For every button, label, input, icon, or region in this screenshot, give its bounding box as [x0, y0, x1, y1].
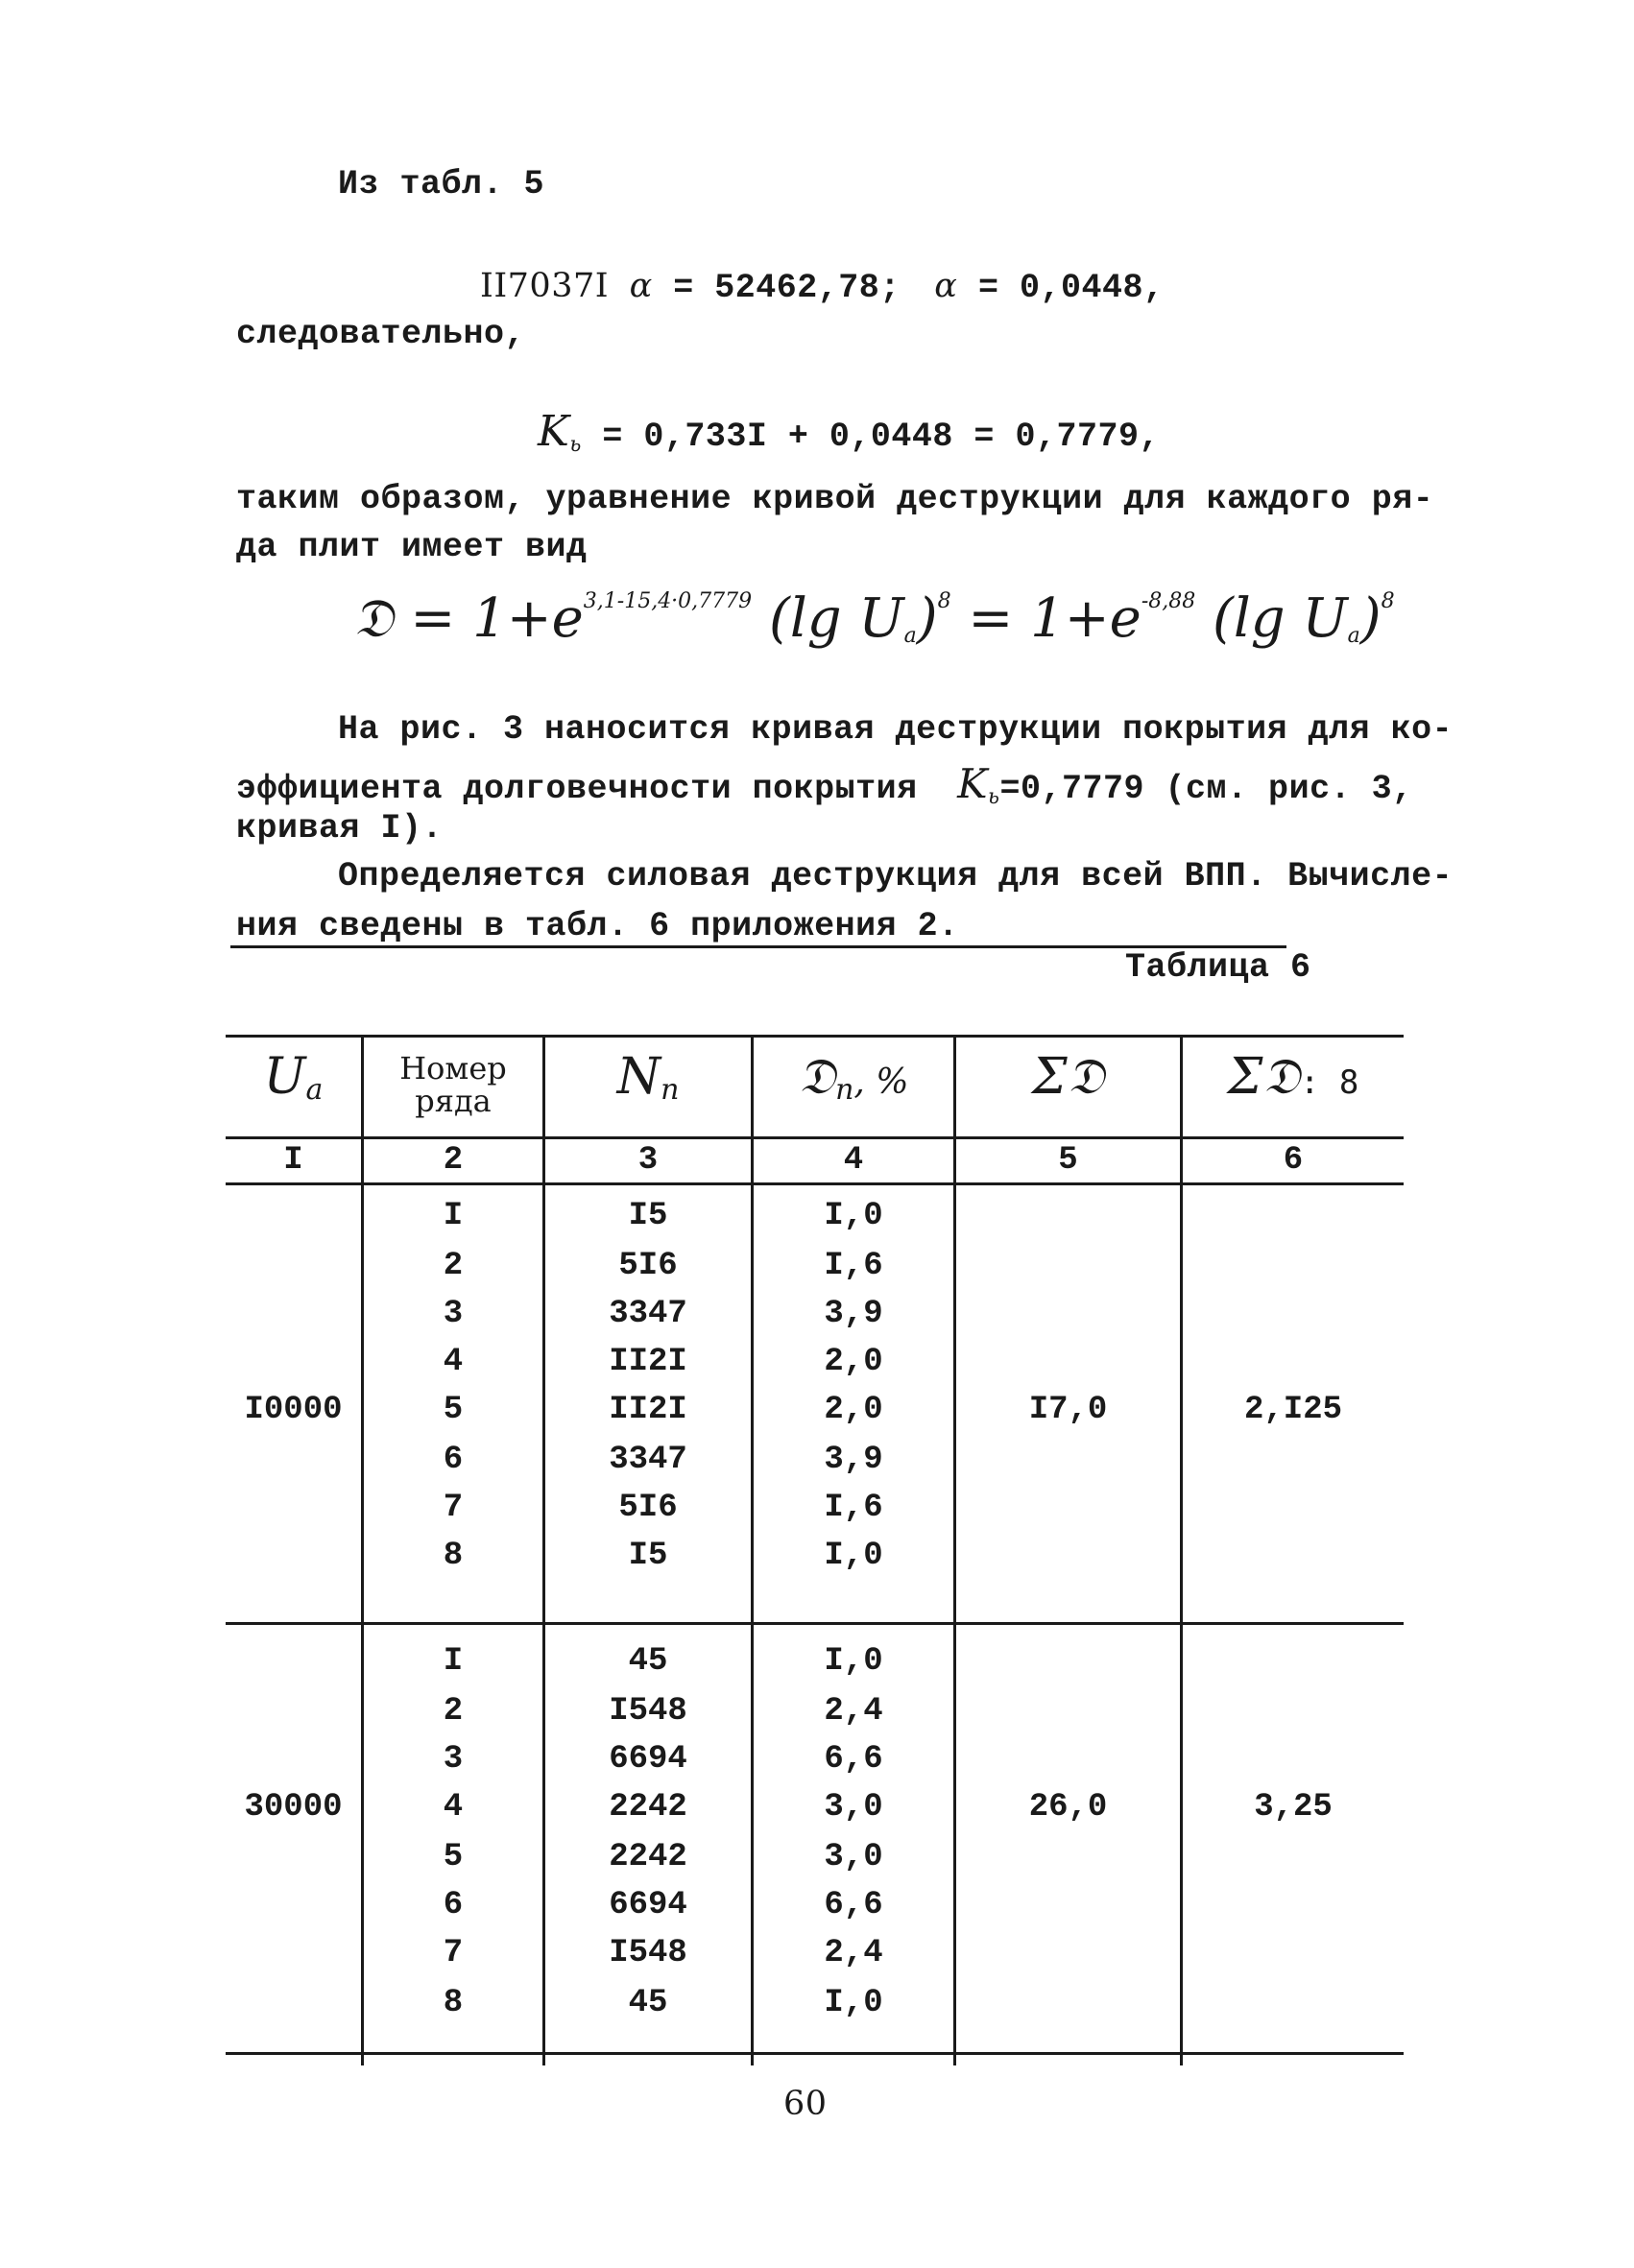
table-row-g1-5-nn: II2I [609, 1392, 687, 1428]
table-bottom-rule [226, 2052, 1404, 2055]
header-nn-main: N [616, 1048, 661, 1106]
formula-exponent-1: 3,1-15,4·0,7779 [583, 589, 753, 613]
text-from-table: Из табл. 5 [338, 165, 545, 203]
table-row-g2-2-nn: I548 [609, 1693, 687, 1730]
table-row-g1-6-nn: 3347 [609, 1442, 687, 1478]
alpha-symbol-2: α [934, 267, 958, 305]
table-top-rule [226, 1035, 1404, 1038]
group-1-ua: I0000 [244, 1392, 343, 1428]
formula-close-1: ) [916, 587, 938, 650]
col-number-1: I [283, 1142, 303, 1179]
kb-subscript-inline: ь [988, 785, 1000, 809]
paragraph-2-line-3: кривая I). [236, 809, 444, 848]
table-col-divider-5 [1180, 1035, 1183, 2065]
kb-symbol-inline: K [957, 760, 989, 807]
table-row-g1-1-nn: I5 [628, 1198, 668, 1234]
group-2-ua: 30000 [244, 1789, 343, 1826]
col-number-6: 6 [1283, 1142, 1304, 1179]
header-sum-d-div-8-tail: : 8 [1299, 1063, 1359, 1102]
group-1-avg: 2,I25 [1243, 1392, 1343, 1428]
text-consequently: следовательно, [236, 315, 526, 353]
table-row-g1-7-d: I,6 [824, 1490, 883, 1526]
formula-exponent-2: -8,88 [1141, 589, 1196, 613]
col-number-4: 4 [843, 1142, 864, 1179]
table-row-g1-7-n: 7 [443, 1490, 464, 1526]
table-group-rule [226, 1622, 1404, 1625]
table-row-g1-8-d: I,0 [824, 1538, 883, 1574]
table-row-g1-5-n: 5 [443, 1392, 464, 1428]
table-row-g2-5-nn: 2242 [609, 1839, 687, 1875]
destruction-formula [353, 587, 1395, 651]
table-row-g1-3-n: 3 [443, 1296, 464, 1332]
table-row-g1-8-nn: I5 [628, 1538, 668, 1574]
data-table [226, 1035, 1404, 2065]
col-number-5: 5 [1058, 1142, 1078, 1179]
table-header-rule [226, 1136, 1404, 1139]
header-row-number [364, 1052, 542, 1117]
table-row-g2-6-d: 6,6 [824, 1887, 883, 1923]
table-row-g2-4-n: 4 [443, 1789, 464, 1826]
table-row-g1-7-nn: 5I6 [618, 1490, 678, 1526]
header-sum-d-div-8 [1183, 1048, 1404, 1107]
table-row-g1-4-n: 4 [443, 1344, 464, 1380]
paragraph-3-line-1: Определяется силовая деструкция для всей ВПП. Вычисле- [338, 857, 1454, 895]
group-1-sum: I7,0 [1028, 1392, 1108, 1428]
paragraph-2-line-2 [236, 760, 1413, 809]
table-row-g1-2-d: I,6 [824, 1248, 883, 1284]
table-row-g2-1-n: I [443, 1643, 464, 1680]
table-row-g1-1-d: I,0 [824, 1198, 883, 1234]
header-nn [545, 1048, 751, 1107]
table-row-g2-7-d: 2,4 [824, 1935, 883, 1971]
header-dn [754, 1048, 953, 1107]
table-row-g1-8-n: 8 [443, 1538, 464, 1574]
paragraph-3-line-2: ния сведены в табл. 6 приложения 2. [236, 907, 959, 945]
table-row-g2-4-nn: 2242 [609, 1789, 687, 1826]
table-row-g1-2-nn: 5I6 [618, 1248, 678, 1284]
table-row-g2-3-nn: 6694 [609, 1741, 687, 1778]
formula-eq2: = 1+e [968, 587, 1141, 650]
header-sum-d-div-8-main: Σ𝔇 [1227, 1048, 1300, 1106]
paragraph-1-line-2: да плит имеет вид [236, 528, 588, 566]
kb-subscript: ь [569, 433, 582, 457]
alpha-line [480, 267, 1164, 307]
formula-lhs: 𝔇 = 1+e [353, 587, 584, 650]
table-row-g2-2-d: 2,4 [824, 1693, 883, 1730]
group-2-avg: 3,25 [1254, 1789, 1333, 1826]
header-ua-sub: a [305, 1073, 324, 1107]
table-row-g2-6-n: 6 [443, 1887, 464, 1923]
table-row-g2-1-nn: 45 [628, 1643, 668, 1680]
table-row-g1-4-nn: II2I [609, 1344, 687, 1380]
table-row-g2-7-n: 7 [443, 1935, 464, 1971]
table-row-g1-3-d: 3,9 [824, 1296, 883, 1332]
table-row-g2-1-d: I,0 [824, 1643, 883, 1680]
table-row-g2-3-n: 3 [443, 1741, 464, 1778]
formula-mid-1: (lg U [768, 587, 904, 650]
kb-equation [538, 407, 1160, 457]
formula-close-2: ) [1359, 587, 1382, 650]
table-row-g2-5-n: 5 [443, 1839, 464, 1875]
table-row-g1-2-n: 2 [443, 1248, 464, 1284]
table-row-g2-7-nn: I548 [609, 1935, 687, 1971]
col-number-2: 2 [443, 1142, 464, 1179]
table-row-g2-2-n: 2 [443, 1693, 464, 1730]
paragraph-2-line-2-b: =0,7779 (см. рис. 3, [999, 770, 1413, 808]
formula-power-2: 8 [1381, 589, 1395, 613]
table-col-divider-4 [953, 1035, 956, 2065]
alpha-line-end: = 0,0448, [977, 269, 1165, 307]
table-row-g1-3-nn: 3347 [609, 1296, 687, 1332]
formula-mid-2: (lg U [1213, 587, 1348, 650]
header-row-number-l1: Номер [399, 1050, 507, 1086]
table-row-g2-5-d: 3,0 [824, 1839, 883, 1875]
table-row-g2-8-n: 8 [443, 1985, 464, 2021]
kb-expression: = 0,733I + 0,0448 = 0,7779, [602, 418, 1160, 456]
table-row-g1-5-d: 2,0 [824, 1392, 883, 1428]
table-row-g1-6-n: 6 [443, 1442, 464, 1478]
paragraph-2-line-1: На рис. 3 наносится кривая деструкции покрытия для ко- [338, 710, 1454, 749]
group-2-sum: 26,0 [1028, 1789, 1108, 1826]
header-ua-main: U [263, 1048, 306, 1106]
table-caption: Таблица 6 [1125, 948, 1311, 987]
header-dn-tail: , % [853, 1062, 909, 1102]
table-row-g1-1-n: I [443, 1198, 464, 1234]
table-row-g2-8-d: I,0 [824, 1985, 883, 2021]
header-row-number-l2: ряда [415, 1083, 492, 1119]
table-row-g2-3-d: 6,6 [824, 1741, 883, 1778]
table-colnum-rule [226, 1182, 1404, 1185]
alpha-line-mid: = 52462,78; [673, 269, 901, 307]
header-dn-main: 𝔇 [798, 1048, 836, 1106]
table-row-g1-6-d: 3,9 [824, 1442, 883, 1478]
header-dn-sub: n [835, 1073, 854, 1107]
alpha-symbol: α [629, 267, 653, 305]
kb-symbol: K [538, 407, 570, 456]
table-row-g2-4-d: 3,0 [824, 1789, 883, 1826]
formula-sub-a-1: a [903, 624, 917, 648]
page-number: 60 [783, 2085, 828, 2123]
paragraph-1-line-1: таким образом, уравнение кривой деструкции для каждого ря- [236, 480, 1434, 518]
header-nn-sub: n [661, 1073, 680, 1107]
table-row-g1-4-d: 2,0 [824, 1344, 883, 1380]
paragraph-2-line-2-a: эффициента долговечности покрытия [236, 770, 918, 808]
table-row-g2-6-nn: 6694 [609, 1887, 687, 1923]
col-number-3: 3 [637, 1142, 659, 1179]
formula-power-1: 8 [937, 589, 951, 613]
table-row-g2-8-nn: 45 [628, 1985, 668, 2021]
alpha-line-prefix: II7037I [480, 267, 610, 305]
formula-sub-a-2: a [1347, 624, 1360, 648]
header-ua [226, 1048, 361, 1107]
header-sum-d: Σ𝔇 [1031, 1048, 1105, 1106]
